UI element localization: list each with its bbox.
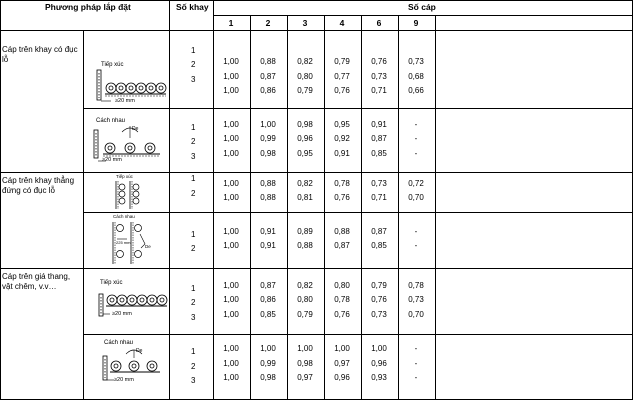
- value-cell: 0,76: [334, 86, 350, 95]
- tray-number: 2: [191, 189, 196, 198]
- tray-number: 3: [191, 313, 196, 322]
- diagram-dimension: ≥20 mm: [112, 311, 132, 317]
- value-cell: 0,71: [371, 86, 387, 95]
- value-cell: 0,97: [334, 359, 350, 368]
- row-divider: [83, 334, 633, 335]
- value-cell: 1,00: [223, 72, 239, 81]
- tray-number: 1: [191, 174, 196, 183]
- value-cell: 0,88: [297, 241, 313, 250]
- value-cell: 0,87: [371, 134, 387, 143]
- header-cable-count: 3: [302, 18, 308, 28]
- value-cell: 0,81: [297, 193, 313, 202]
- value-cell: 0,91: [260, 241, 276, 250]
- column-divider-diagram-right: [169, 30, 170, 400]
- value-cell: 1,00: [260, 344, 276, 353]
- tray-number: 1: [191, 347, 196, 356]
- diagram-touching-vertical: [110, 175, 140, 211]
- diagram-label: Tiếp xúc: [101, 62, 124, 68]
- diagram-label: Cách nhau: [96, 118, 126, 124]
- value-cell: 1,00: [223, 149, 239, 158]
- value-cell: 0,76: [334, 310, 350, 319]
- diagram-touching-ladder: [96, 278, 168, 322]
- value-cell: 0,93: [371, 373, 387, 382]
- value-cell: 0,80: [297, 295, 313, 304]
- header-cable-count: 1: [228, 18, 234, 28]
- value-cell: 0,99: [260, 359, 276, 368]
- value-cell: 0,89: [297, 227, 313, 236]
- value-cell: 0,95: [334, 120, 350, 129]
- value-cell: 0,86: [260, 86, 276, 95]
- value-cell: 1,00: [223, 86, 239, 95]
- value-cell: 0,73: [408, 57, 424, 66]
- value-cell: 0,78: [408, 281, 424, 290]
- value-cell: 1,00: [223, 120, 239, 129]
- tray-number: 3: [191, 152, 196, 161]
- value-cell: 1,00: [223, 359, 239, 368]
- diagram-de-label: De: [136, 348, 143, 354]
- value-cell: 0,76: [371, 295, 387, 304]
- tray-number: 1: [191, 46, 196, 55]
- value-cell: 0,96: [371, 359, 387, 368]
- value-cell: 1,00: [223, 193, 239, 202]
- value-cell: 0,99: [260, 134, 276, 143]
- value-cell: 0,87: [260, 72, 276, 81]
- value-cell: 0,98: [297, 120, 313, 129]
- diagram-spaced-vertical: [107, 214, 151, 266]
- table-border-top: [0, 0, 633, 1]
- diagram-de-label: De: [132, 126, 139, 132]
- value-cell: 0,70: [408, 310, 424, 319]
- value-cell: 0,76: [371, 57, 387, 66]
- tray-number: 1: [191, 123, 196, 132]
- tray-number: 3: [191, 75, 196, 84]
- value-cell: 0,88: [260, 179, 276, 188]
- value-cell: 0,73: [371, 179, 387, 188]
- value-cell: 0,88: [260, 57, 276, 66]
- diagram-dimension: ≥20 mm: [102, 157, 122, 163]
- value-cell: 0,77: [334, 72, 350, 81]
- value-cell: 0,87: [334, 241, 350, 250]
- value-cell: -: [414, 344, 418, 353]
- row-divider: [83, 212, 633, 213]
- value-cell: 0,91: [260, 227, 276, 236]
- value-cell: 0,88: [260, 193, 276, 202]
- tray-number: 2: [191, 137, 196, 146]
- value-cell: 1,00: [223, 227, 239, 236]
- value-cell: 1,00: [223, 57, 239, 66]
- header-divider-cable: [213, 15, 633, 16]
- diagram-spaced-ladder: [100, 338, 162, 388]
- value-cell: -: [414, 149, 418, 158]
- value-cell: 0,85: [260, 310, 276, 319]
- tray-number: 2: [191, 244, 196, 253]
- value-cell: 0,96: [297, 134, 313, 143]
- header-cable: Số cáp: [408, 2, 436, 12]
- diagram-label: Tiếp xúc: [100, 280, 123, 286]
- value-cell: 0,87: [260, 281, 276, 290]
- value-cell: 1,00: [260, 120, 276, 129]
- diagram-label: Cách nhau: [113, 214, 135, 219]
- value-cell: 0,91: [334, 149, 350, 158]
- diagram-touching-tray: [95, 60, 167, 106]
- value-cell: 0,85: [371, 241, 387, 250]
- value-cell: 0,68: [408, 72, 424, 81]
- value-cell: 0,79: [297, 310, 313, 319]
- method-label: Cáp trên giá thang, vật chêm, v.v…: [2, 272, 71, 291]
- value-cell: 0,79: [334, 57, 350, 66]
- table-border-left: [0, 0, 1, 400]
- diagram-label: Tiếp xúc: [116, 174, 133, 179]
- value-cell: -: [414, 134, 418, 143]
- header-tray: Số khay: [176, 2, 209, 12]
- value-cell: 0,76: [334, 193, 350, 202]
- value-cell: 0,72: [408, 179, 424, 188]
- column-divider-c9: [435, 15, 436, 400]
- value-cell: 0,91: [371, 120, 387, 129]
- value-cell: -: [414, 227, 418, 236]
- header-method: Phương pháp lắp đặt: [45, 2, 131, 12]
- value-cell: 1,00: [371, 344, 387, 353]
- header-cable-count: 9: [413, 18, 419, 28]
- value-cell: 0,66: [408, 86, 424, 95]
- value-cell: -: [414, 241, 418, 250]
- value-cell: -: [414, 120, 418, 129]
- value-cell: 0,98: [260, 373, 276, 382]
- tray-number: 3: [191, 376, 196, 385]
- value-cell: 0,80: [297, 72, 313, 81]
- value-cell: 0,80: [334, 281, 350, 290]
- value-cell: 0,78: [334, 179, 350, 188]
- value-cell: -: [414, 373, 418, 382]
- header-cable-count: 2: [265, 18, 271, 28]
- value-cell: 0,73: [371, 310, 387, 319]
- value-cell: 0,73: [408, 295, 424, 304]
- value-cell: 0,82: [297, 179, 313, 188]
- value-cell: 1,00: [223, 373, 239, 382]
- tray-number: 2: [191, 362, 196, 371]
- value-cell: 0,82: [297, 57, 313, 66]
- tray-number: 2: [191, 60, 196, 69]
- value-cell: 1,00: [223, 310, 239, 319]
- row-divider: [83, 108, 633, 109]
- value-cell: 1,00: [223, 179, 239, 188]
- value-cell: 1,00: [223, 241, 239, 250]
- value-cell: 0,85: [371, 149, 387, 158]
- value-cell: 0,88: [334, 227, 350, 236]
- diagram-dimension: 225 mm: [116, 240, 131, 245]
- header-bottom-line: [0, 30, 633, 31]
- value-cell: 0,98: [260, 149, 276, 158]
- value-cell: 0,96: [334, 373, 350, 382]
- tray-number: 1: [191, 284, 196, 293]
- value-cell: 1,00: [223, 281, 239, 290]
- value-cell: 0,95: [297, 149, 313, 158]
- tray-number: 1: [191, 230, 196, 239]
- value-cell: 0,82: [297, 281, 313, 290]
- value-cell: 0,97: [297, 373, 313, 382]
- value-cell: 0,78: [334, 295, 350, 304]
- diagram-dimension: ≥20 mm: [114, 377, 134, 383]
- diagram-dimension: ≥20 mm: [115, 98, 135, 104]
- tray-number: 2: [191, 298, 196, 307]
- group-divider: [0, 268, 633, 269]
- method-label: Cáp trên khay thẳng đứng có đục lỗ: [2, 176, 75, 195]
- column-divider-diagram: [83, 30, 84, 400]
- method-label: Cáp trên khay có đục lỗ: [2, 45, 78, 64]
- value-cell: 1,00: [297, 344, 313, 353]
- header-cable-count: 4: [339, 18, 345, 28]
- value-cell: 1,00: [334, 344, 350, 353]
- value-cell: 1,00: [223, 344, 239, 353]
- value-cell: 0,79: [371, 281, 387, 290]
- column-divider-method: [169, 0, 170, 30]
- diagram-de-label: De: [145, 244, 151, 249]
- value-cell: 0,71: [371, 193, 387, 202]
- value-cell: -: [414, 359, 418, 368]
- value-cell: 0,79: [297, 86, 313, 95]
- value-cell: 0,92: [334, 134, 350, 143]
- value-cell: 0,98: [297, 359, 313, 368]
- header-cable-count: 6: [376, 18, 382, 28]
- value-cell: 1,00: [223, 134, 239, 143]
- value-cell: 1,00: [223, 295, 239, 304]
- diagram-spaced-tray: [92, 116, 164, 164]
- value-cell: 0,86: [260, 295, 276, 304]
- diagram-label: Cách nhau: [104, 340, 134, 346]
- value-cell: 0,70: [408, 193, 424, 202]
- value-cell: 0,87: [371, 227, 387, 236]
- value-cell: 0,73: [371, 72, 387, 81]
- group-divider: [0, 172, 633, 173]
